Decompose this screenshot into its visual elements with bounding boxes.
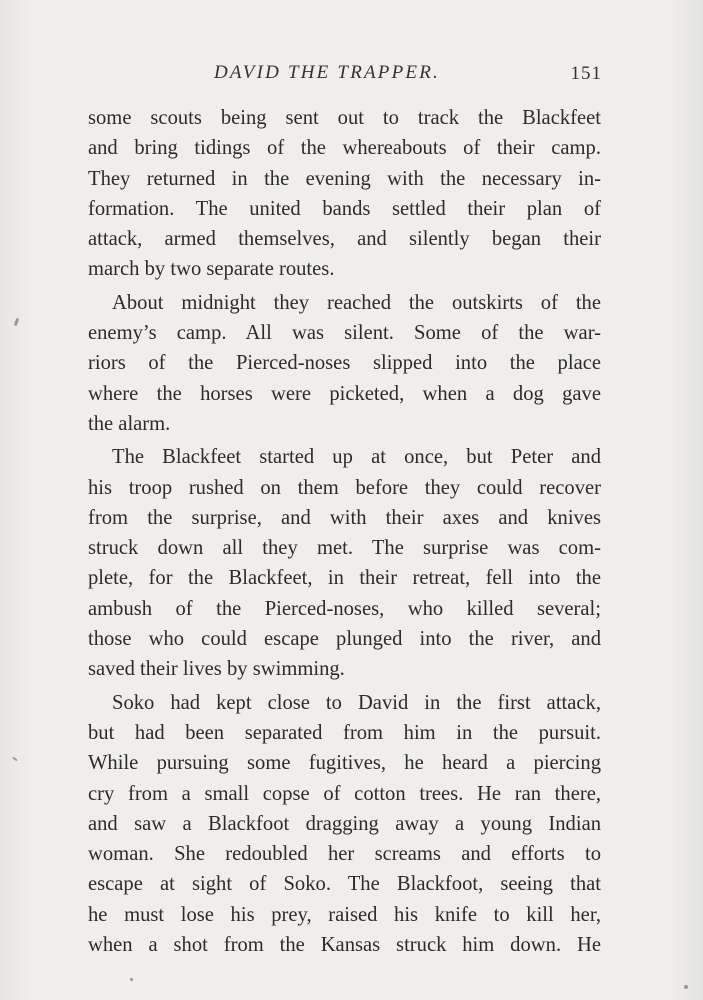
paper-speck bbox=[14, 318, 20, 327]
text-line: the alarm. bbox=[88, 412, 171, 435]
text-line: his troop rushed on them before they could recover bbox=[88, 476, 601, 499]
text-line: ambush of the Pierced-noses, who killed several; bbox=[88, 597, 601, 620]
text-line: The Blackfeet started up at once, but Peter and bbox=[112, 446, 601, 469]
text-line: Soko had kept close to David in the first attack, bbox=[112, 691, 601, 714]
text-line: and bring tidings of the whereabouts of their camp. bbox=[88, 137, 601, 160]
text-line: About midnight they reached the outskirts of the bbox=[112, 291, 601, 314]
text-line: and saw a Blackfoot dragging away a young Indian bbox=[88, 812, 601, 835]
text-line: he must lose his prey, raised his knife to kill her, bbox=[88, 903, 601, 926]
text-line: formation. The united bands settled their plan of bbox=[88, 197, 601, 220]
paragraph bbox=[88, 442, 601, 684]
text-line: While pursuing some fugitives, he heard a piercing bbox=[88, 752, 601, 775]
text-line: some scouts being sent out to track the Blackfeet bbox=[88, 107, 601, 129]
paper-speck bbox=[12, 756, 18, 761]
text-line: woman. She redoubled her screams and efforts to bbox=[88, 843, 601, 866]
text-line: cry from a small copse of cotton trees. He ran there, bbox=[88, 782, 601, 805]
text-line: attack, armed themselves, and silently began their bbox=[88, 228, 601, 251]
paragraph bbox=[88, 688, 601, 961]
page-header bbox=[86, 62, 602, 92]
text-line: They returned in the evening with the necessary in- bbox=[88, 167, 601, 190]
running-title: DAVID THE TRAPPER. bbox=[214, 62, 440, 83]
text-line: those who could escape plunged into the river, and bbox=[88, 628, 601, 651]
page-number: 151 bbox=[570, 63, 602, 84]
text-line: escape at sight of Soko. The Blackfoot, seeing that bbox=[88, 873, 601, 896]
text-line: enemy’s camp. All was silent. Some of the war- bbox=[88, 322, 601, 345]
paragraph bbox=[88, 103, 601, 285]
text-line: when a shot from the Kansas struck him down. He bbox=[88, 934, 601, 957]
text-line: saved their lives by swimming. bbox=[88, 658, 345, 681]
text-line: where the horses were picketed, when a dog gave bbox=[88, 382, 601, 405]
text-line: march by two separate routes. bbox=[88, 258, 335, 281]
text-line: struck down all they met. The surprise was com- bbox=[88, 537, 601, 560]
text-line: riors of the Pierced-noses slipped into the place bbox=[88, 352, 601, 375]
text-line: from the surprise, and with their axes and knives bbox=[88, 506, 601, 529]
paper-speck bbox=[130, 978, 133, 981]
text-line: plete, for the Blackfeet, in their retreat, fell into the bbox=[88, 567, 601, 590]
paragraph bbox=[88, 288, 601, 439]
text-line: but had been separated from him in the pursuit. bbox=[88, 721, 601, 744]
body-text bbox=[88, 103, 601, 960]
paper-speck bbox=[684, 985, 688, 989]
